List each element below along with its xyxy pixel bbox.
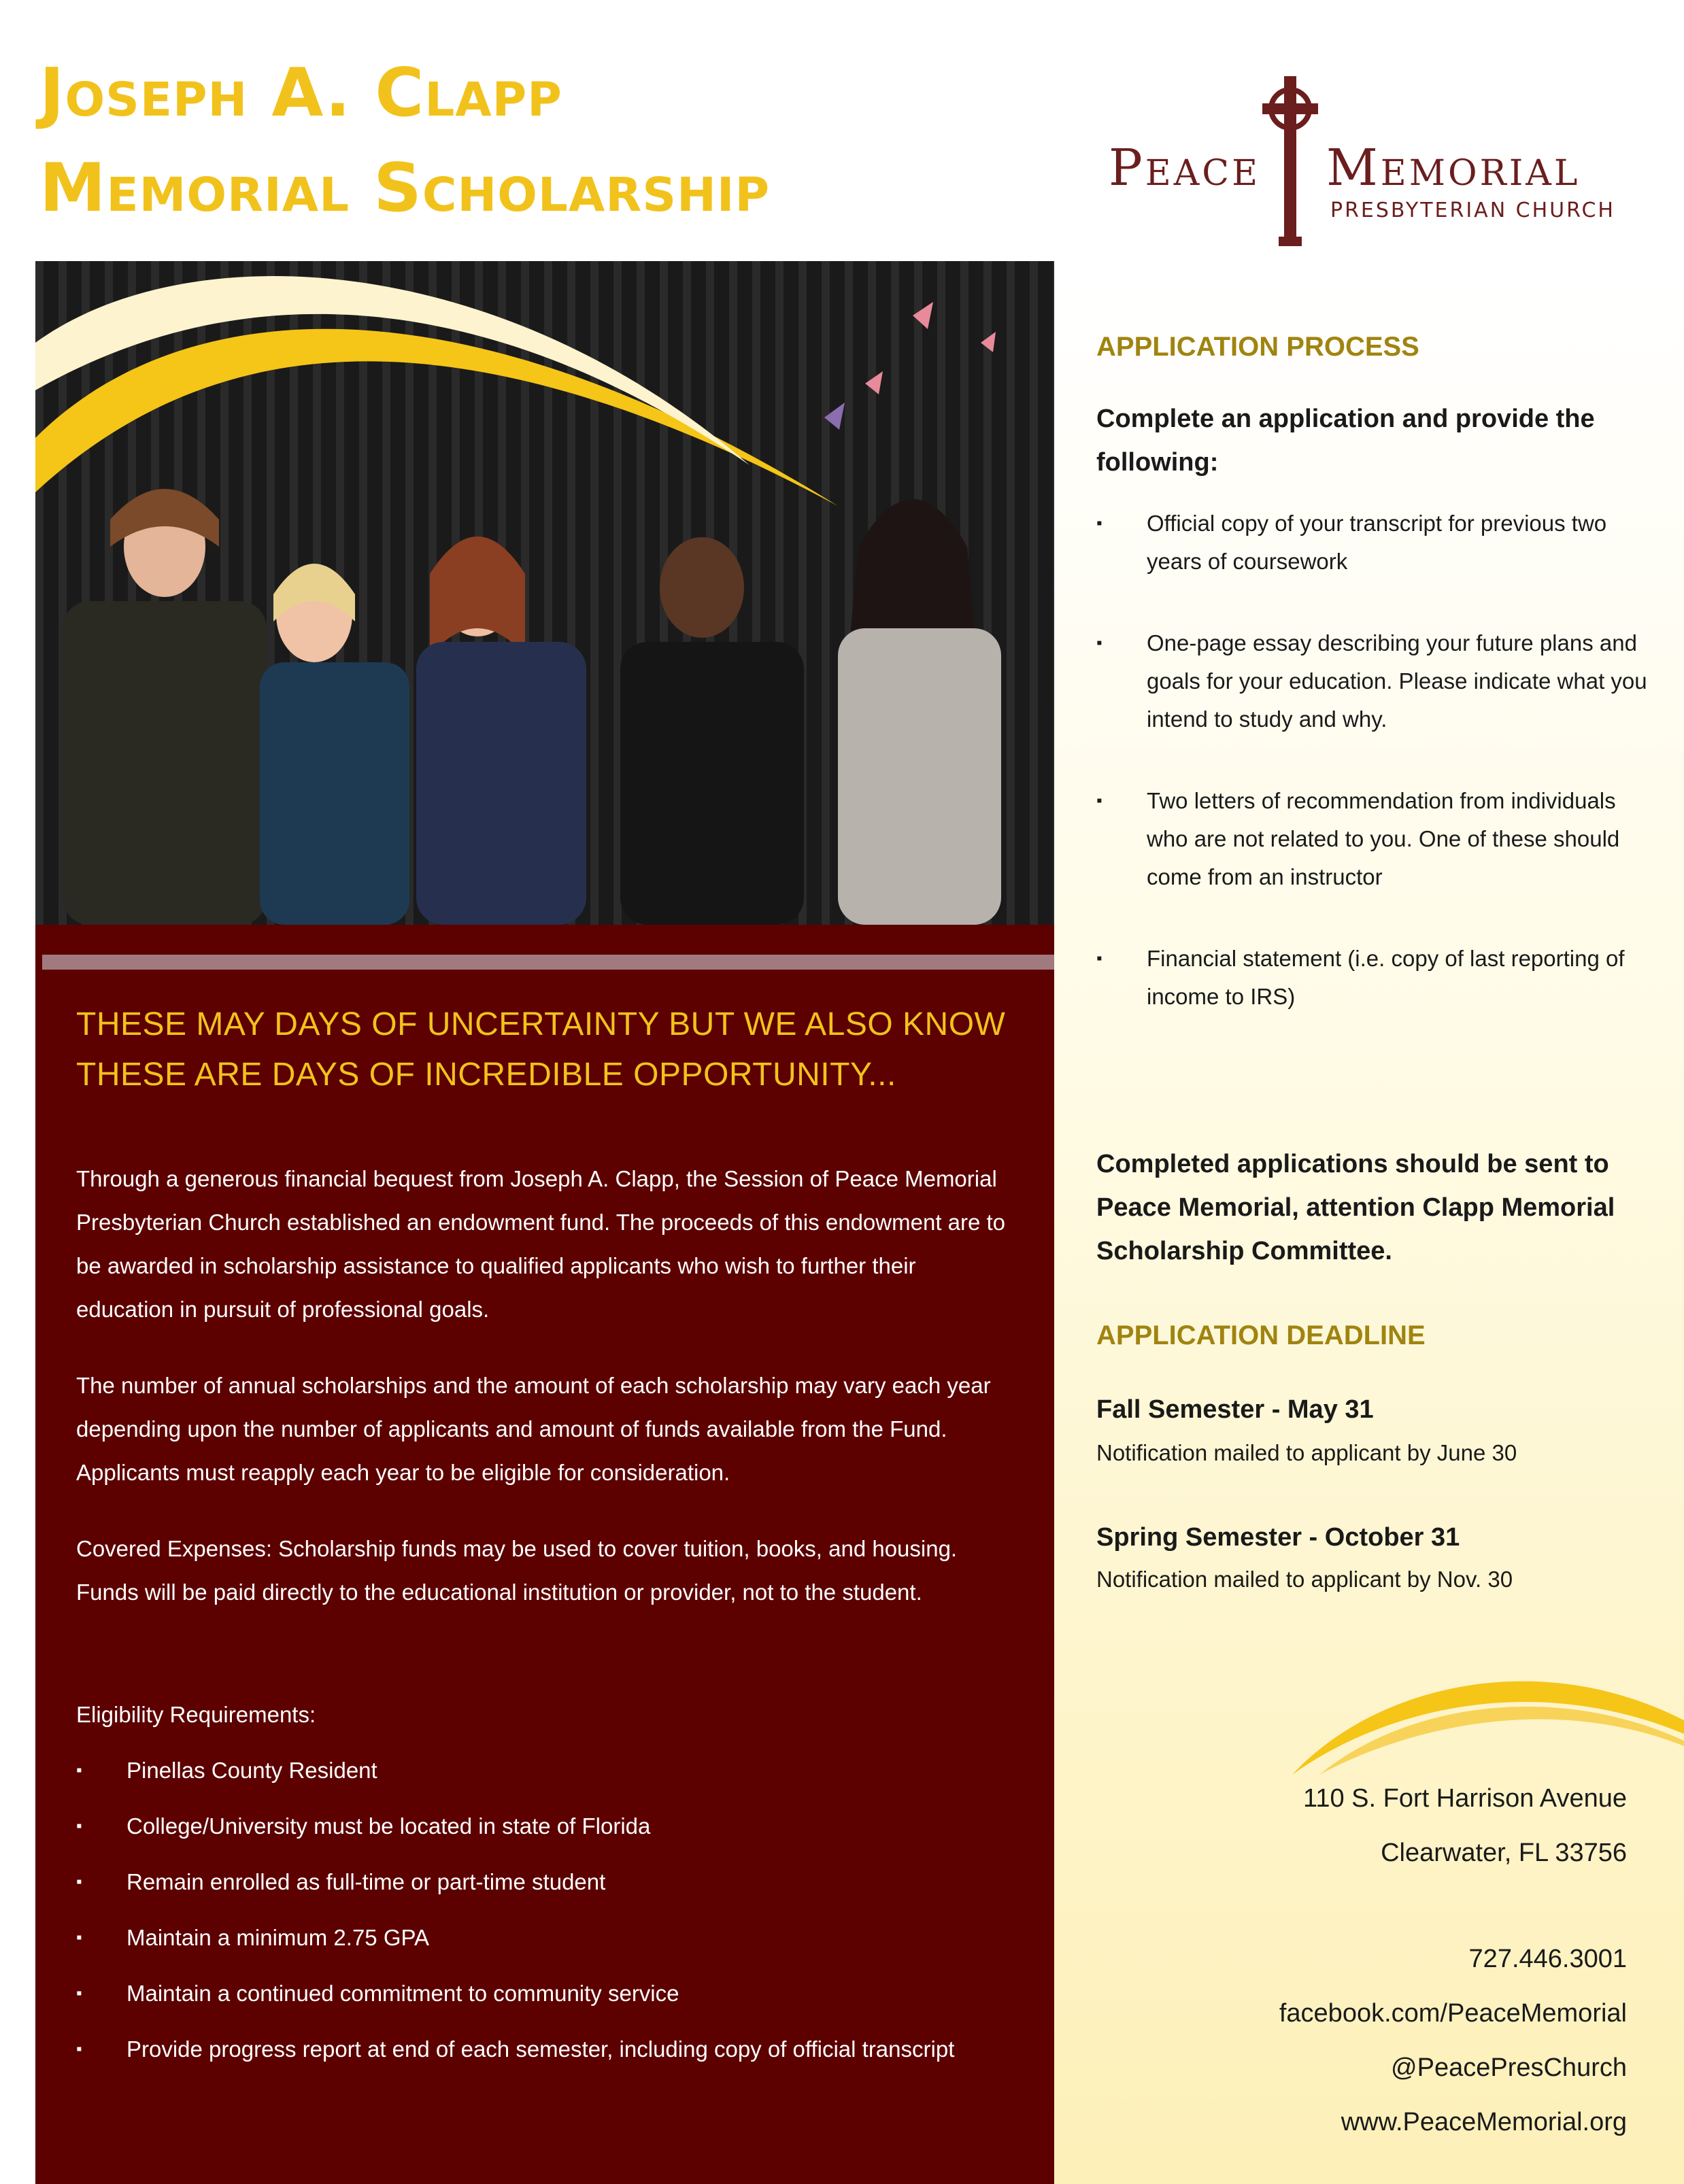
application-intro: Complete an application and provide the following: xyxy=(1096,405,1595,477)
panel-divider xyxy=(42,955,1054,970)
list-item: ▪ Pinellas County Resident xyxy=(76,1754,1028,1787)
phone-number: 727.446.3001 xyxy=(1468,1945,1627,1973)
spring-semester-deadline: Spring Semester - October 31 xyxy=(1096,1523,1460,1552)
list-item: ▪ Remain enrolled as full-time or part-time student xyxy=(76,1866,1028,1898)
list-item: ▪ Official copy of your transcript for previous two years of coursework xyxy=(1096,505,1654,581)
list-item: ▪ One-page essay describing your future plans and goals for your education. Please indicate what you intend to study and why. xyxy=(1096,624,1654,738)
tagline: THESE MAY DAYS OF UNCERTAINTY BUT WE ALSO KNOW THESE ARE DAYS OF INCREDIBLE OPPORTUNITY... xyxy=(76,1006,1006,1093)
twitter-handle[interactable]: @PeacePresChurch xyxy=(1391,2053,1627,2082)
church-logo xyxy=(1102,76,1619,246)
list-item: ▪ College/University must be located in state of Florida xyxy=(76,1810,1028,1843)
application-send-instructions: Completed applications should be sent to Peace Memorial, attention Clapp Memorial Scholarship Committee. xyxy=(1096,1150,1615,1265)
eligibility-heading: Eligibility Requirements: xyxy=(76,1702,316,1727)
spring-notification: Notification mailed to applicant by Nov. 30 xyxy=(1096,1567,1513,1592)
eligibility-list xyxy=(76,1754,1028,2089)
list-item: ▪ Provide progress report at end of each semester, including copy of official transcript xyxy=(76,2033,1028,2066)
website-link[interactable]: www.PeaceMemorial.org xyxy=(1341,2108,1627,2136)
group-photo xyxy=(35,261,1054,925)
list-item: ▪ Two letters of recommendation from individuals who are not related to you. One of these should come from an instructor xyxy=(1096,782,1654,896)
list-item: ▪ Financial statement (i.e. copy of last reporting of income to IRS) xyxy=(1096,940,1654,1016)
fall-notification: Notification mailed to applicant by June 30 xyxy=(1096,1440,1517,1465)
logo-word-memorial: Memorial xyxy=(1326,139,1581,197)
facebook-link[interactable]: facebook.com/PeaceMemorial xyxy=(1279,1999,1627,2028)
application-process-heading: APPLICATION PROCESS xyxy=(1096,332,1419,362)
page-title-line-1: Joseph A. Clapp xyxy=(39,54,562,132)
address-line-2: Clearwater, FL 33756 xyxy=(1381,1839,1627,1867)
decorative-swoosh xyxy=(1292,1659,1684,1775)
logo-word-peace: Peace xyxy=(1109,139,1261,197)
address-line-1: 110 S. Fort Harrison Avenue xyxy=(1303,1784,1627,1813)
list-item: ▪ Maintain a continued commitment to community service xyxy=(76,1977,1028,2010)
group-photo-illustration xyxy=(35,261,1054,925)
list-item: ▪ Maintain a minimum 2.75 GPA xyxy=(76,1922,1028,1954)
logo-subtitle: PRESBYTERIAN CHURCH xyxy=(1330,199,1615,222)
application-deadline-heading: APPLICATION DEADLINE xyxy=(1096,1320,1426,1350)
page-title-line-2: Memorial Scholarship xyxy=(39,150,771,227)
application-requirements-list xyxy=(1096,505,1654,1059)
scholarship-amount-paragraph: The number of annual scholarships and the amount of each scholarship may vary each year depending upon the number of applicants and amount of funds available from the Fund. Applicants must reapply each year to be eligible for consideration. xyxy=(76,1373,991,1485)
fall-semester-deadline: Fall Semester - May 31 xyxy=(1096,1395,1374,1424)
intro-paragraph: Through a generous financial bequest from Joseph A. Clapp, the Session of Peace Memorial Presbyterian Church established an endowment fund. The proceeds of this endowment are to be awarded in scholarship assistance to qualified applicants who wish to further their education in pursuit of professional goals. xyxy=(76,1166,1006,1322)
celtic-cross-icon xyxy=(1253,76,1328,246)
covered-expenses-paragraph: Covered Expenses: Scholarship funds may be used to cover tuition, books, and housing. Funds will be paid directly to the educational institution or provider, not to the student. xyxy=(76,1536,958,1605)
